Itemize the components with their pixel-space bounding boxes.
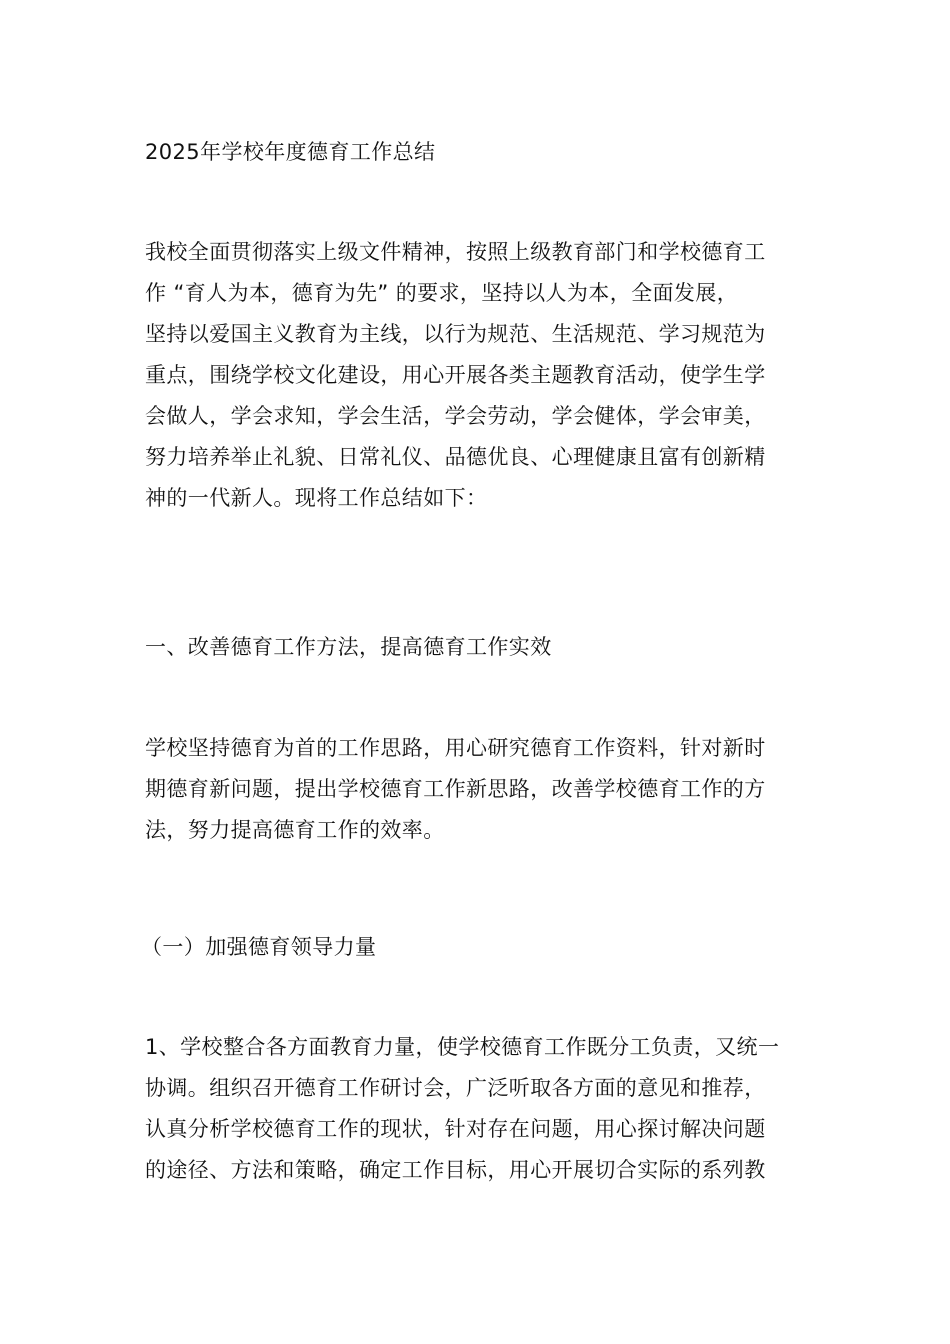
section-heading xyxy=(145,627,810,668)
section-line: 期德育新问题，提出学校德育工作新思路，改善学校德育工作的方 xyxy=(145,777,766,801)
section-paragraph xyxy=(145,728,810,851)
intro-line: 作 “育人为本，德育为先” 的要求，坚持以人为本，全面发展， xyxy=(145,281,739,305)
subsection-heading-text: （一）加强德育领导力量 xyxy=(141,935,377,959)
item-line: 认真分析学校德育工作的现状，针对存在问题，用心探讨解决问题 xyxy=(145,1117,766,1141)
section-heading-text: 一、改善德育工作方法，提高德育工作实效 xyxy=(145,635,552,659)
item-line: 协调。组织召开德育工作研讨会，广泛听取各方面的意见和推荐， xyxy=(145,1076,766,1100)
title-text: 2025年学校年度德育工作总结 xyxy=(145,140,436,164)
intro-line: 重点，围绕学校文化建设，用心开展各类主题教育活动，使学生学 xyxy=(145,363,766,387)
item-line: 1、学校整合各方面教育力量，使学校德育工作既分工负责，又统一 xyxy=(145,1035,780,1059)
section-line: 学校坚持德育为首的工作思路，用心研究德育工作资料，针对新时 xyxy=(145,736,766,760)
section-line: 法，努力提高德育工作的效率。 xyxy=(145,818,445,842)
intro-line: 坚持以爱国主义教育为主线，以行为规范、生活规范、学习规范为 xyxy=(145,322,766,346)
intro-paragraph xyxy=(145,232,810,519)
document-title xyxy=(145,132,810,173)
intro-line: 会做人，学会求知，学会生活，学会劳动，学会健体，学会审美， xyxy=(145,404,766,428)
item-line: 的途径、方法和策略，确定工作目标，用心开展切合实际的系列教 xyxy=(145,1158,766,1182)
intro-line: 我校全面贯彻落实上级文件精神，按照上级教育部门和学校德育工 xyxy=(145,240,766,264)
subsection-heading xyxy=(141,927,810,968)
item-paragraph xyxy=(145,1027,810,1191)
intro-line: 努力培养举止礼貌、日常礼仪、品德优良、心理健康且富有创新精 xyxy=(145,445,766,469)
intro-line: 神的一代新人。现将工作总结如下： xyxy=(145,486,488,510)
